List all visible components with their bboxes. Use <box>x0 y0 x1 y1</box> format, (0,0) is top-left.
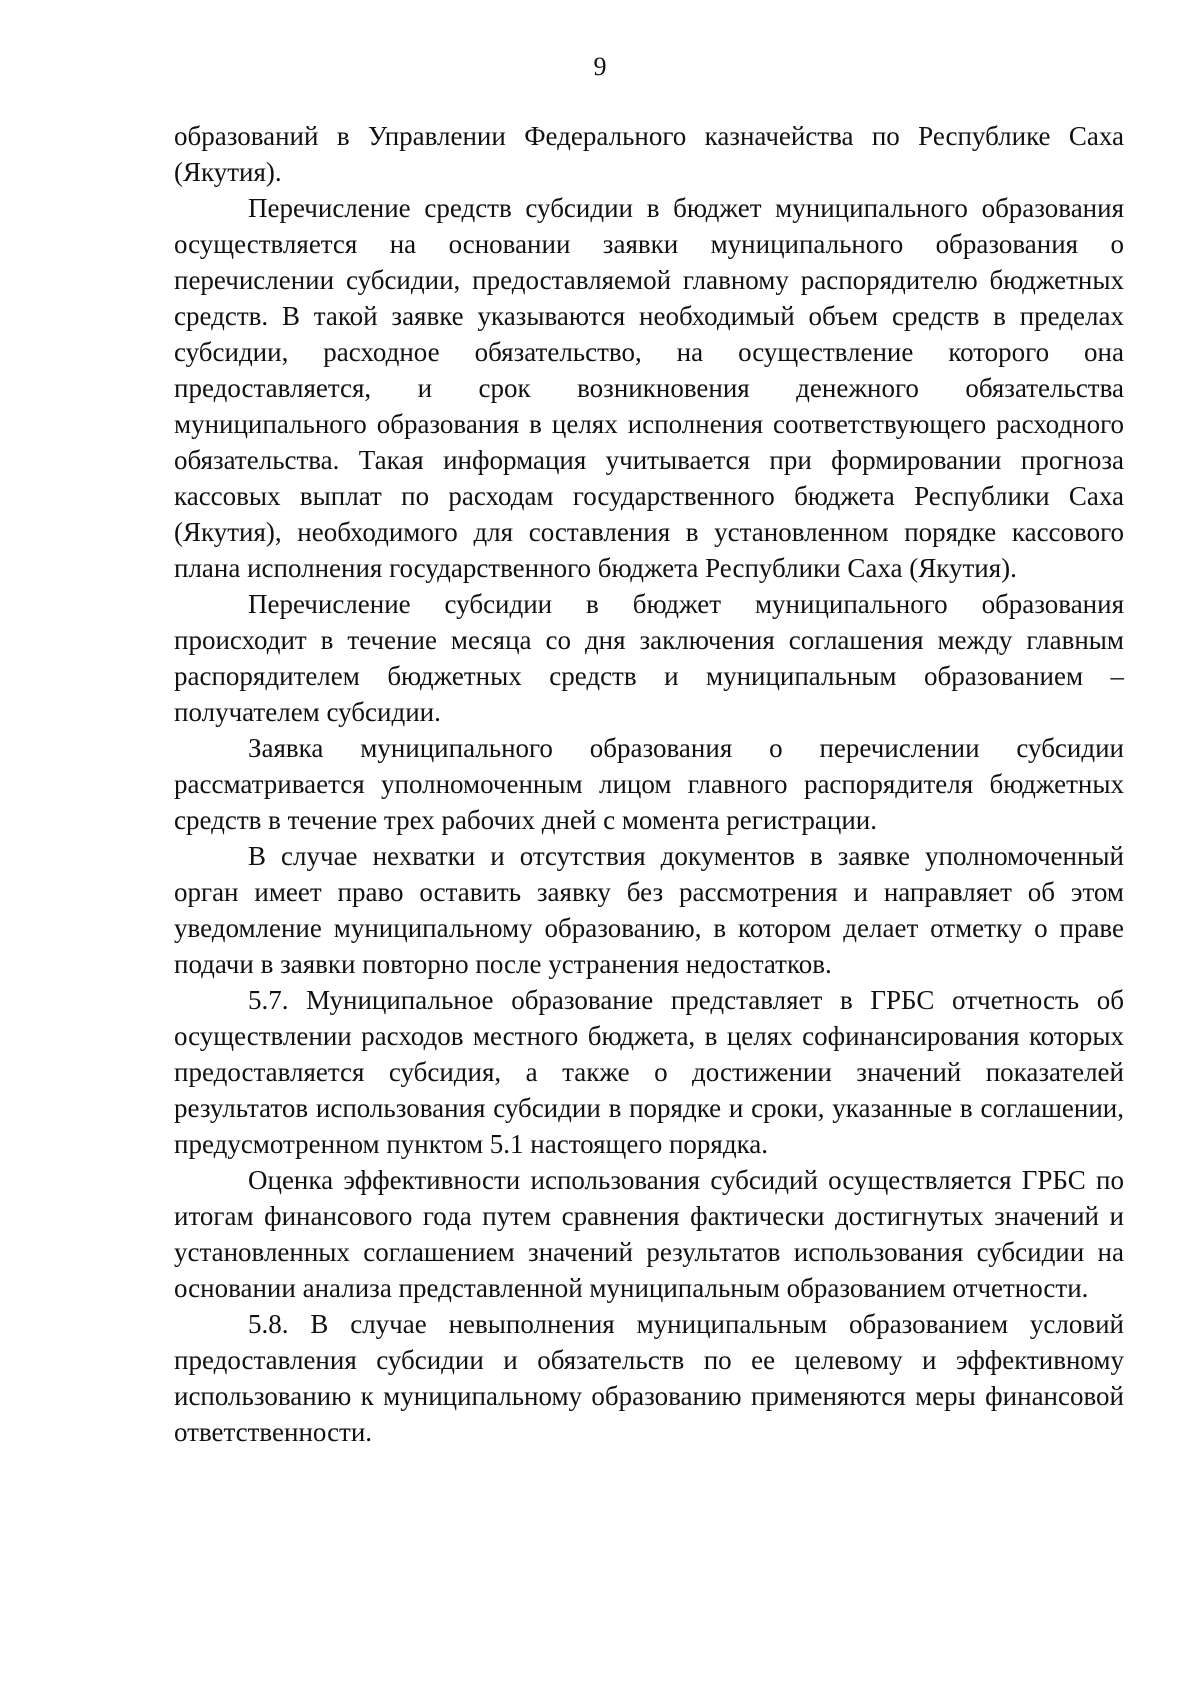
paragraph-5: В случае нехватки и отсутствия документов в заявке уполномоченный орган имеет право оставить заявку без рассмотрения и направляет об этом уведомление муниципальному образованию, в котором делает отметку о праве подачи в заявки повторно после устранения недостатков. <box>174 841 1124 979</box>
paragraph-4: Заявка муниципального образования о перечислении субсидии рассматривается уполномоченным лицом главного распорядителя бюджетных средств в течение трех рабочих дней с момента регистрации. <box>174 733 1124 835</box>
page-number: 9 <box>593 52 607 81</box>
paragraph-6: 5.7. Муниципальное образование представляет в ГРБС отчетность об осуществлении расходов местного бюджета, в целях софинансирования которых предоставляется субсидия, а также о достижении значений показателей результатов использования субсидии в порядке и сроки, указанные в соглашении, предусмотренном пунктом 5.1 настоящего порядка. <box>174 985 1124 1159</box>
document-body <box>174 118 1124 1450</box>
paragraph-7: Оценка эффективности использования субсидий осуществляется ГРБС по итогам финансового года путем сравнения фактически достигнутых значений и установленных соглашением значений результатов использования субсидии на основании анализа представленной муниципальным образованием отчетности. <box>174 1165 1124 1303</box>
paragraph-1: образований в Управлении Федерального казначейства по Республике Саха (Якутия). <box>174 121 1124 187</box>
paragraph-3: Перечисление субсидии в бюджет муниципального образования происходит в течение месяца со дня заключения соглашения между главным распорядителем бюджетных средств и муниципальным образованием – получателем субсидии. <box>174 589 1124 727</box>
paragraph-8: 5.8. В случае невыполнения муниципальным образованием условий предоставления субсидии и обязательств по ее целевому и эффективному использованию к муниципальному образованию применяются меры финансовой ответственности. <box>174 1309 1124 1447</box>
paragraph-2: Перечисление средств субсидии в бюджет муниципального образования осуществляется на основании заявки муниципального образования о перечислении субсидии, предоставляемой главному распорядителю бюджетных средств. В такой заявке указываются необходимый объем средств в пределах субсидии, расходное обязательство, на осуществление которого она предоставляется, и срок возникновения денежного обязательства муниципального образования в целях исполнения соответствующего расходного обязательства. Такая информация учитывается при формировании прогноза кассовых выплат по расходам государственного бюджета Республики Саха (Якутия), необходимого для составления в установленном порядке кассового плана исполнения государственного бюджета Республики Саха (Якутия). <box>174 193 1124 583</box>
